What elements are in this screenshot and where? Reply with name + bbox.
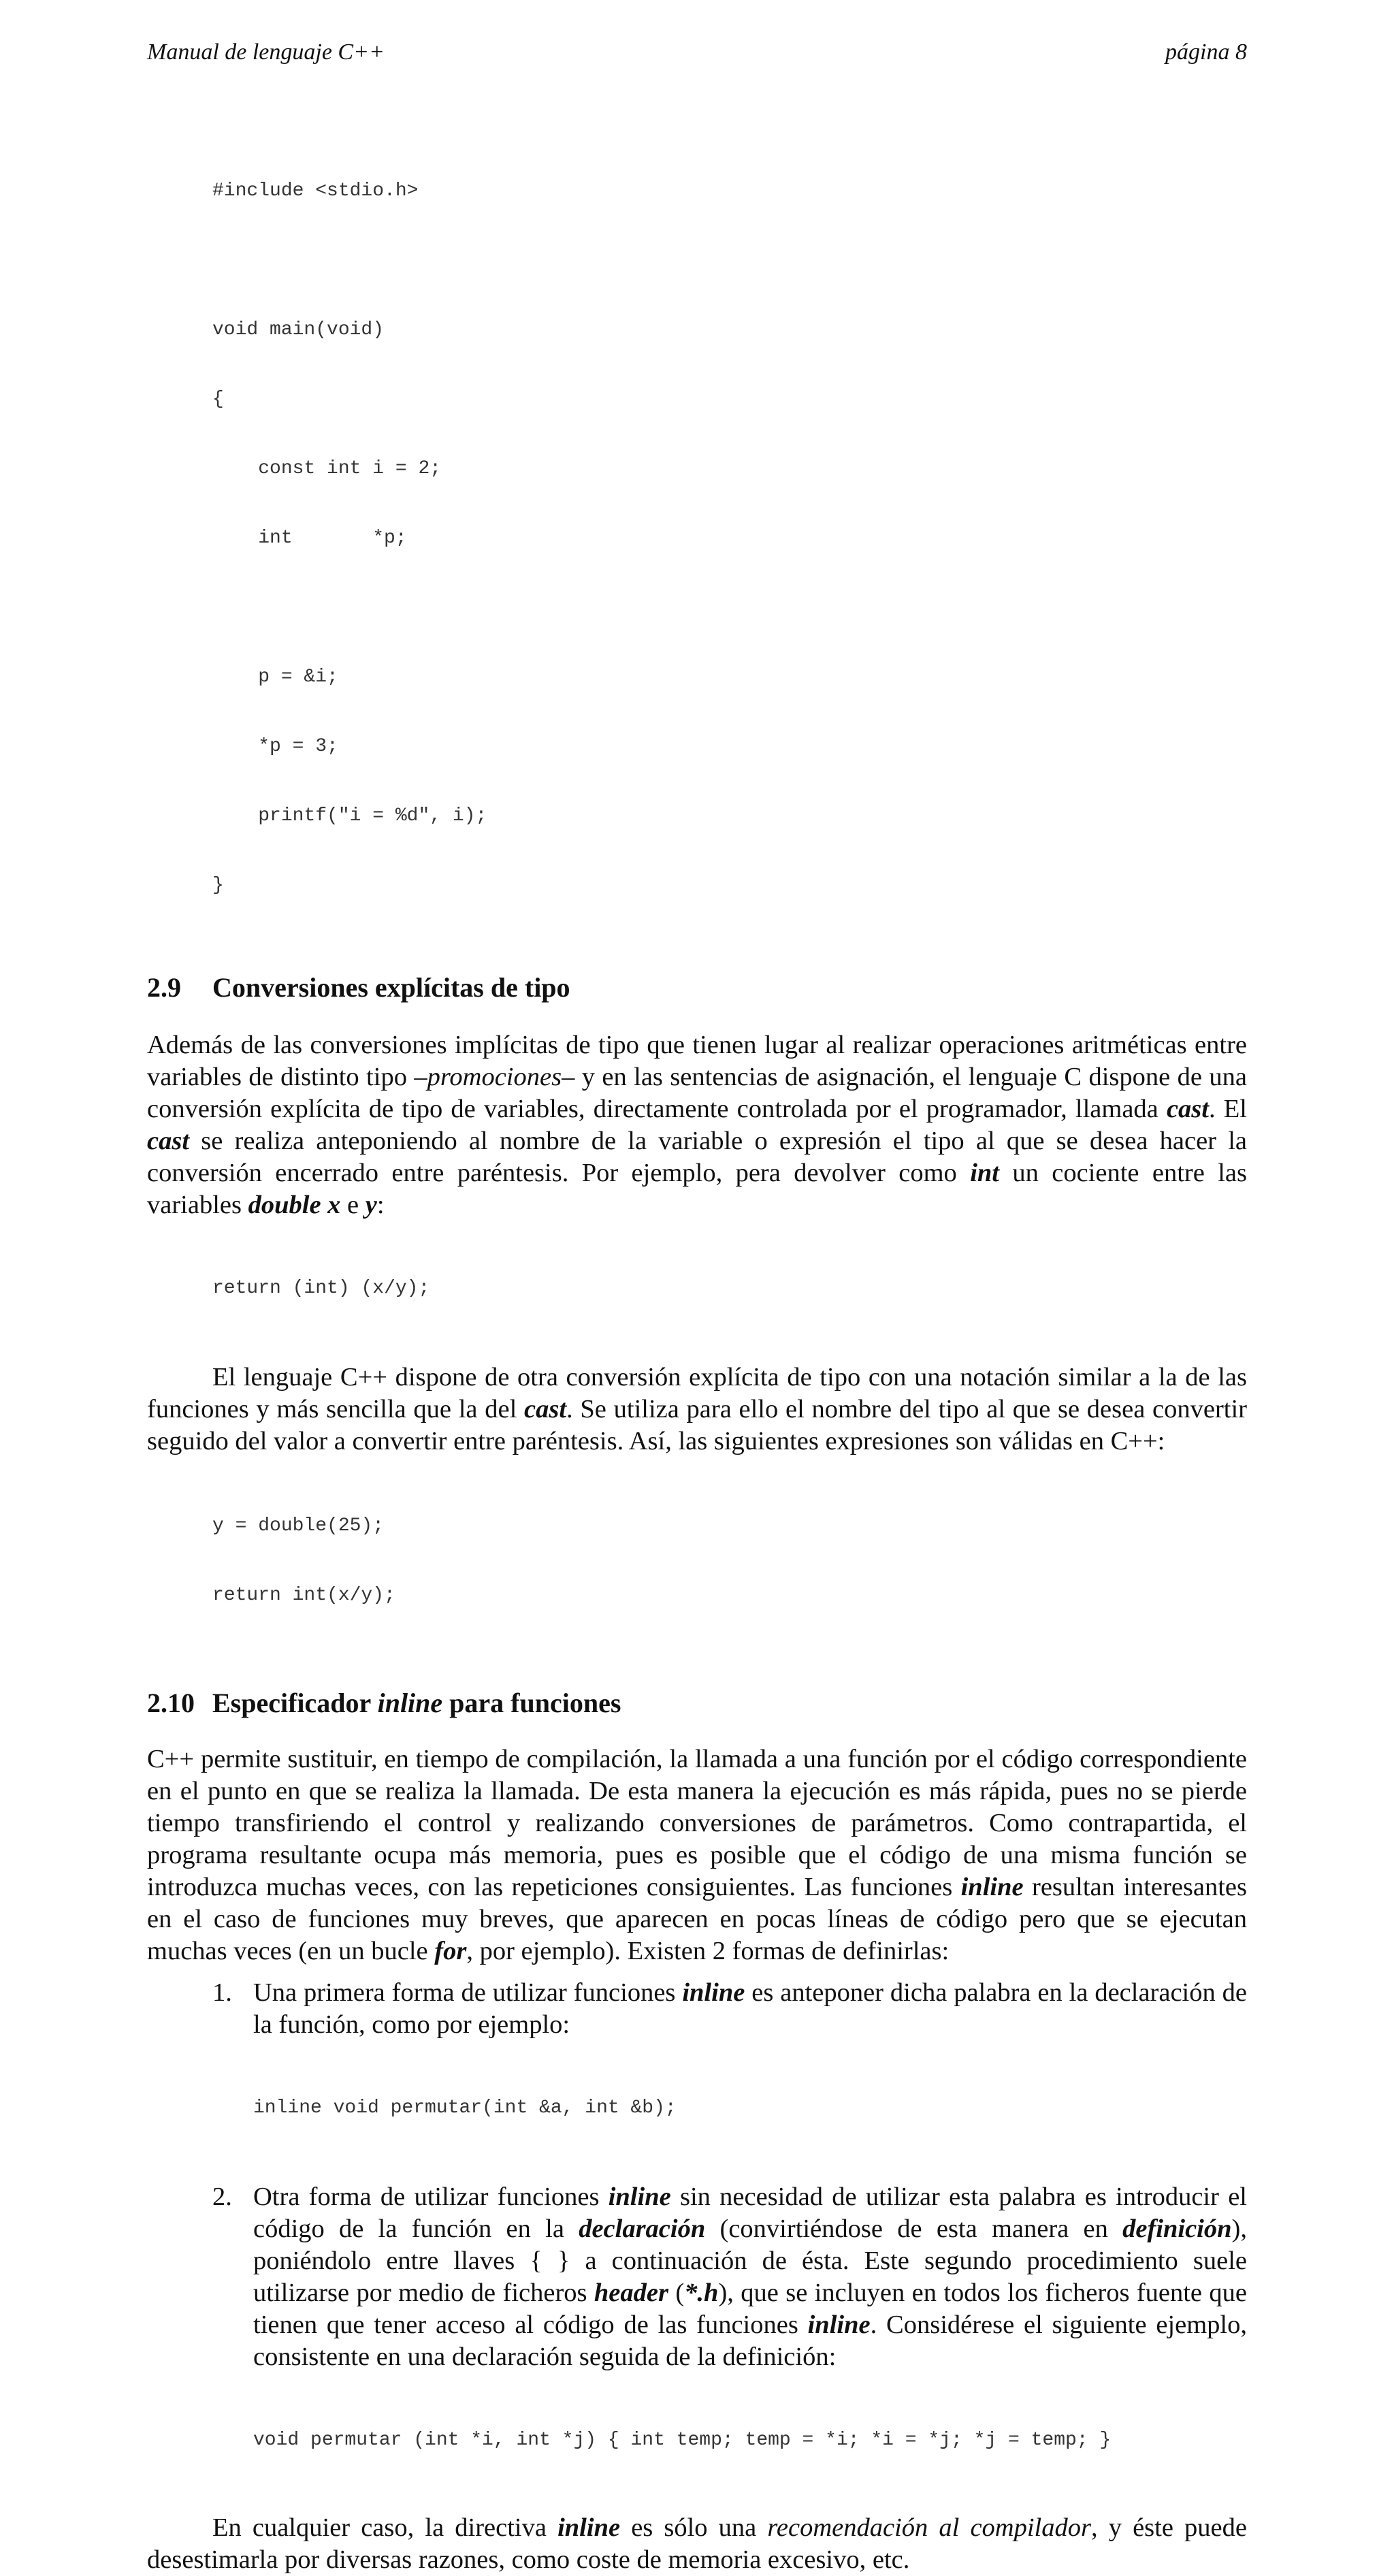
section-number: 2.10 [147, 1688, 195, 1718]
section-number: 2.9 [147, 972, 181, 1003]
paragraph: En cualquier caso, la directiva inline es sólo una recomendación al compilador, y éste puede desestimarla por diversas razones, como coste de memoria excesivo, etc. [147, 2513, 1247, 2574]
paragraph: Además de las conversiones implícitas de tipo que tienen lugar al realizar operaciones aritméticas entre variables de distinto tipo –promociones– y en las sentencias de asignación, el lenguaje C dispone de una conversión explícita de tipo de variables, directamente controlada por el programador, llamada cast. El cast se realiza anteponiendo al nombre de la variable o expresión el tipo al que se desea hacer la conversión encerrado entre paréntesis. Por ejemplo, pera devolver como int un cociente entre las variables double x e y: [147, 1031, 1247, 1219]
code-line [212, 596, 1247, 619]
code-line: y = double(25); [212, 1515, 385, 1536]
code-line: inline void permutar(int &a, int &b); [253, 2097, 677, 2119]
header-title: Manual de lenguaje C++ [147, 39, 385, 65]
code-line: *p = 3; [212, 736, 338, 757]
code-line: return int(x/y); [212, 1585, 395, 1606]
code-line: int *p; [212, 528, 407, 549]
code-line: { [212, 389, 224, 410]
code-line [212, 249, 1247, 272]
code-block-inline-def [253, 2383, 1247, 2498]
code-line: const int i = 2; [212, 458, 442, 479]
paragraph: C++ permite sustituir, en tiempo de compilación, la llamada a una función por el código correspondiente en el punto en que se realiza la llamada. De esta manera la ejecución es más rápida, pues no se pierde tiempo transfiriendo el control y realizando conversiones de parámetros. Como contrapartida, el programa resultante ocupa más memoria, pues es posible que el código de una misma función se introduzca muchas veces, con las repeticiones consiguientes. Las funciones inline resultan interesantes en el caso de funciones muy breves, que aparecen en pocas líneas de código pero que se ejecutan muchas veces (en un bucle for, por ejemplo). Existen 2 formas de definirlas: [147, 1745, 1248, 1965]
code-line: } [212, 875, 224, 896]
paragraph: El lenguaje C++ dispone de otra conversión explícita de tipo con una notación similar a la de las funciones y más sencilla que la del cast. Se utiliza para ello el nombre del tipo al que se desea convertir seguido del valor a convertir entre paréntesis. Así, las siguientes expresiones son válidas en C++: [147, 1363, 1247, 1455]
code-block-cast [212, 1231, 1247, 1347]
section-heading-2-9 [147, 971, 1247, 1005]
code-line: return (int) (x/y); [212, 1278, 430, 1299]
section-heading-2-10: 2.10 Especificador inline para funciones [147, 1686, 1247, 1720]
list-item: 2. Otra forma de utilizar funciones inline sin necesidad de utilizar esta palabra es introducir el código de la función en la declaración (convirtiéndose de esta manera en definición), poniéndolo entre llaves { } a continuación de ésta. Este segundo procedimiento suele utilizarse por medio de ficheros header (*.h), que se incluyen en todos los ficheros fuente que tienen que tener acceso al código de las funciones inline. Considérese el siguiente ejemplo, consistente en una declaración seguida de la definición: void permutar (int *i, int *j) { int temp; temp = *i; *i = *j; *j = temp; } [147, 2181, 1247, 2498]
code-block-inline-decl [253, 2050, 1247, 2166]
section-title: Conversiones explícitas de tipo [212, 972, 570, 1003]
numbered-list [147, 1977, 1247, 2498]
header-page-number: página 8 [1165, 39, 1247, 65]
page-content [147, 133, 1247, 2576]
code-line: void permutar (int *i, int *j) { int temp; temp = *i; *i = *j; *j = temp; } [253, 2430, 1112, 2451]
running-header [147, 35, 1247, 69]
code-line: #include <stdio.h> [212, 180, 419, 202]
code-line: printf("i = %d", i); [212, 805, 487, 826]
code-block-functional-cast [212, 1468, 1247, 1654]
code-line: void main(void) [212, 319, 385, 340]
list-item: 1. Una primera forma de utilizar funciones inline es anteponer dicha palabra en la declaración de la función, como por ejemplo: inline void permutar(int &a, int &b); [147, 1977, 1247, 2166]
code-block-main [212, 133, 1247, 944]
code-line: p = &i; [212, 666, 338, 688]
